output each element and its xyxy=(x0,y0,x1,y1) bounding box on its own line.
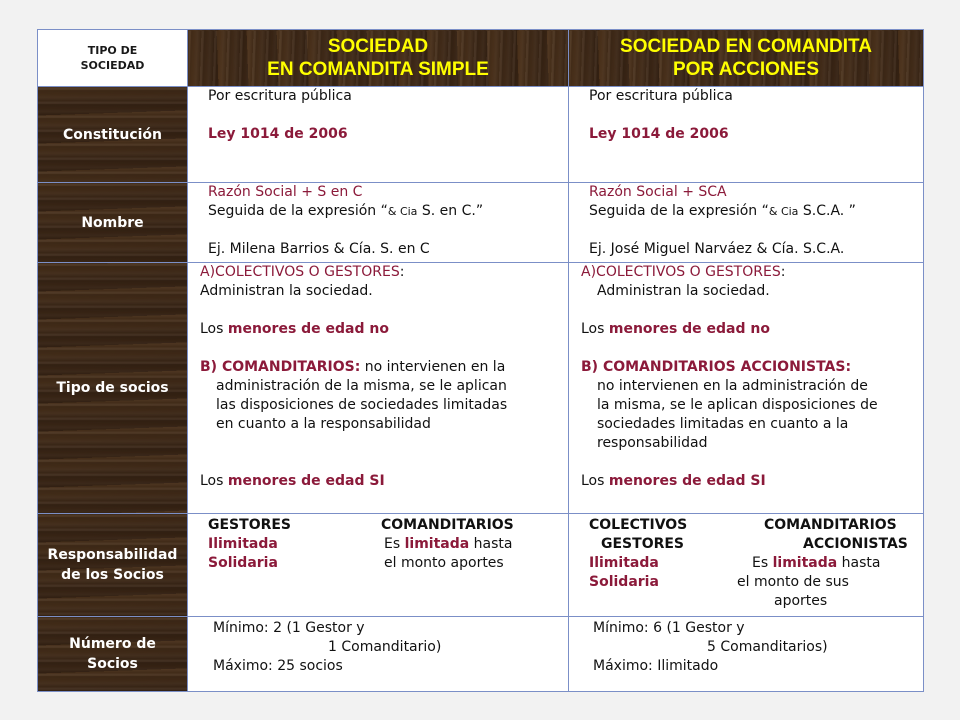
rowhead-responsabilidad-line2: de los Socios xyxy=(61,567,164,583)
rowhead-nombre xyxy=(38,183,188,263)
simple-resp-r1 xyxy=(384,535,512,554)
header-acciones-line1: SOCIEDAD EN COMANDITA xyxy=(620,36,872,57)
acciones-socios-menores1 xyxy=(581,320,770,339)
acciones-socios-a-title: A)COLECTIVOS O GESTORES xyxy=(581,264,781,280)
acciones-socios-menores2-hl: menores de edad SI xyxy=(608,473,766,489)
acciones-nombre-line2 xyxy=(589,202,856,221)
rowhead-responsabilidad xyxy=(38,514,188,617)
header-acciones xyxy=(569,30,924,87)
simple-numero xyxy=(188,617,569,692)
acciones-socios-b-desc1: no intervienen en la administración de xyxy=(597,378,868,394)
acciones-socios-b-desc4: responsabilidad xyxy=(597,435,708,451)
simple-nombre-line1: Razón Social + S en C xyxy=(208,184,363,200)
rowhead-numero-line1: Número de xyxy=(69,636,156,652)
acciones-socios-menores2 xyxy=(581,472,766,491)
simple-numero-line2: 1 Comanditario) xyxy=(328,639,442,655)
corner-header xyxy=(38,30,188,87)
acciones-resp-r2: el monto de sus xyxy=(737,574,849,590)
simple-nombre-line2 xyxy=(208,202,483,221)
acciones-numero-line2: 5 Comanditarios) xyxy=(707,639,828,655)
acciones-resp-l2: Solidaria xyxy=(589,574,659,590)
acciones-numero xyxy=(569,617,924,692)
acciones-socios-a xyxy=(581,263,785,282)
simple-resp-r1a: Es xyxy=(384,536,405,552)
simple-socios-b-desc1: no intervienen en la xyxy=(360,359,506,375)
simple-numero-line3: Máximo: 25 socios xyxy=(213,658,343,674)
acciones-socios-menores1-hl: menores de edad no xyxy=(608,321,770,337)
simple-resp-r1b: limitada xyxy=(404,536,470,552)
simple-socios-a-colon: : xyxy=(399,264,405,280)
acciones-socios-a-colon: : xyxy=(780,264,786,280)
acciones-nombre-suffix: S.C.A. ” xyxy=(798,203,856,219)
rowhead-nombre-label: Nombre xyxy=(81,214,144,231)
acciones-socios xyxy=(569,263,924,514)
rowhead-numero-line2: Socios xyxy=(87,656,138,672)
simple-socios-a xyxy=(200,263,404,282)
corner-line1: TIPO DE xyxy=(87,44,138,57)
simple-socios-b-desc4: en cuanto a la responsabilidad xyxy=(216,416,431,432)
acciones-socios-b-title: B) COMANDITARIOS ACCIONISTAS: xyxy=(581,359,852,375)
simple-socios-menores1 xyxy=(200,320,389,339)
simple-constitucion xyxy=(188,87,569,183)
rowhead-constitucion-label: Constitución xyxy=(62,126,163,143)
simple-resp-l1: Ilimitada xyxy=(208,536,278,552)
acciones-nombre-line3: Ej. José Miguel Narváez & Cía. S.C.A. xyxy=(589,241,845,257)
simple-responsabilidad xyxy=(188,514,569,617)
acciones-numero-line3: Máximo: Ilimitado xyxy=(593,658,719,674)
acciones-socios-a-desc: Administran la sociedad. xyxy=(597,283,770,299)
simple-resp-l2: Solidaria xyxy=(208,555,278,571)
acciones-responsabilidad xyxy=(569,514,924,617)
simple-socios-a-desc: Administran la sociedad. xyxy=(200,283,373,299)
acciones-socios-b-desc2: la misma, se le aplican disposiciones de xyxy=(597,397,878,413)
simple-socios-b xyxy=(200,358,505,377)
rowhead-constitucion xyxy=(38,87,188,183)
acciones-resp-h3: GESTORES xyxy=(601,536,685,552)
simple-resp-h1: GESTORES xyxy=(208,517,292,533)
simple-socios-menores2 xyxy=(200,472,385,491)
simple-socios-menores1-hl: menores de edad no xyxy=(227,321,389,337)
header-simple xyxy=(188,30,569,87)
simple-constitucion-line2: Ley 1014 de 2006 xyxy=(208,126,348,142)
header-simple-line2: EN COMANDITA SIMPLE xyxy=(267,59,489,80)
acciones-resp-r3: aportes xyxy=(774,593,828,609)
acciones-nombre xyxy=(569,183,924,263)
acciones-constitucion xyxy=(569,87,924,183)
acciones-resp-h4: ACCIONISTAS xyxy=(803,536,908,552)
acciones-constitucion-line2: Ley 1014 de 2006 xyxy=(589,126,729,142)
rowhead-tipo-socios xyxy=(38,263,188,514)
simple-socios-b-desc3: las disposiciones de sociedades limitadas xyxy=(216,397,508,413)
simple-resp-h2: COMANDITARIOS xyxy=(381,517,514,533)
simple-socios-menores1-pre: Los xyxy=(200,321,228,337)
simple-socios-a-title: A)COLECTIVOS O GESTORES xyxy=(200,264,400,280)
simple-resp-r1c: hasta xyxy=(469,536,513,552)
rowhead-numero xyxy=(38,617,188,692)
simple-numero-line1: Mínimo: 2 (1 Gestor y xyxy=(213,620,365,636)
acciones-nombre-line1: Razón Social + SCA xyxy=(589,184,727,200)
acciones-socios-menores2-pre: Los xyxy=(581,473,609,489)
simple-constitucion-line1: Por escritura pública xyxy=(208,88,352,104)
simple-resp-r2: el monto aportes xyxy=(384,555,504,571)
simple-socios-menores2-hl: menores de edad SI xyxy=(227,473,385,489)
simple-socios-b-title: B) COMANDITARIOS: xyxy=(200,359,361,375)
rowhead-tipo-socios-label: Tipo de socios xyxy=(56,380,169,396)
header-acciones-line2: POR ACCIONES xyxy=(672,59,820,80)
acciones-nombre-line2-text: Seguida de la expresión “ xyxy=(589,203,769,219)
acciones-resp-h1: COLECTIVOS xyxy=(589,517,688,533)
simple-socios xyxy=(188,263,569,514)
simple-nombre xyxy=(188,183,569,263)
acciones-resp-h2: COMANDITARIOS xyxy=(764,517,897,533)
acciones-nombre-cia: & Cia xyxy=(768,205,799,218)
simple-nombre-suffix: S. en C.” xyxy=(417,203,484,219)
simple-socios-b-desc2: administración de la misma, se le aplican xyxy=(216,378,507,394)
acciones-resp-r1a: Es xyxy=(752,555,773,571)
acciones-constitucion-line1: Por escritura pública xyxy=(589,88,733,104)
acciones-socios-menores1-pre: Los xyxy=(581,321,609,337)
acciones-resp-l1: Ilimitada xyxy=(589,555,659,571)
header-simple-line1: SOCIEDAD xyxy=(327,36,429,57)
simple-socios-menores2-pre: Los xyxy=(200,473,228,489)
acciones-resp-r1c: hasta xyxy=(837,555,881,571)
acciones-resp-r1 xyxy=(752,554,880,573)
acciones-numero-line1: Mínimo: 6 (1 Gestor y xyxy=(593,620,745,636)
acciones-resp-r1b: limitada xyxy=(772,555,838,571)
simple-nombre-line2-text: Seguida de la expresión “ xyxy=(208,203,388,219)
rowhead-responsabilidad-line1: Responsabilidad xyxy=(47,547,178,563)
corner-line2: SOCIEDAD xyxy=(80,59,145,72)
simple-nombre-cia: & Cia xyxy=(387,205,418,218)
acciones-socios-b-desc3: sociedades limitadas en cuanto a la xyxy=(597,416,849,432)
simple-nombre-line3: Ej. Milena Barrios & Cía. S. en C xyxy=(208,241,430,257)
comparison-table xyxy=(37,29,924,692)
